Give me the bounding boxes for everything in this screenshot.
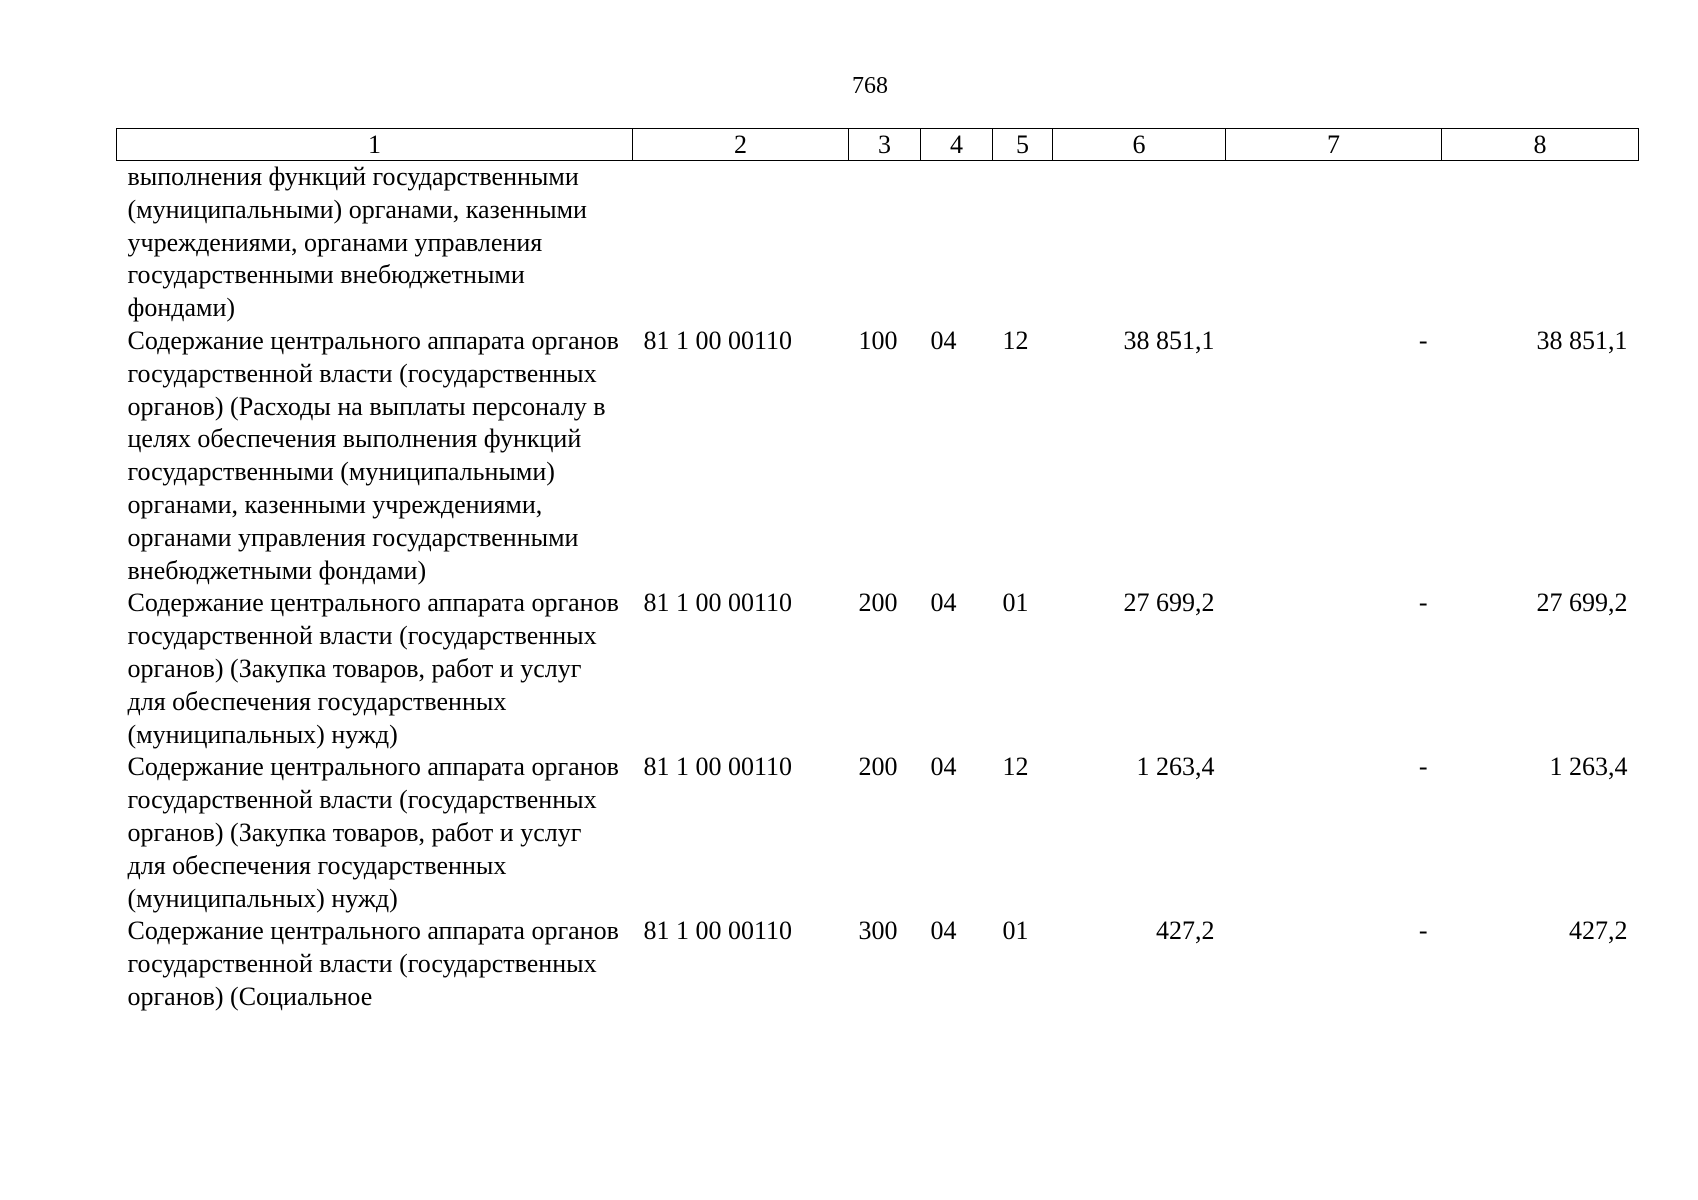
row-amount: 1 263,4	[1136, 752, 1215, 782]
column-header: 1	[117, 129, 633, 161]
row-type	[849, 161, 921, 325]
row-total: 27 699,2	[1536, 588, 1628, 618]
header-row	[117, 129, 1639, 161]
row-description: Содержание центрального аппарата органов государственной власти (государственных органов) (Закупка товаров, работ и услуг для обеспечения государственных (муниципальных) нужд)	[127, 588, 619, 749]
column-header: 4	[921, 129, 993, 161]
table-row	[117, 915, 1639, 1013]
row-code: 81 1 00 00110	[643, 588, 793, 618]
row-description: Содержание центрального аппарата органов государственной власти (государственных органов) (Закупка товаров, работ и услуг для обеспечения государственных (муниципальных) нужд)	[127, 752, 619, 913]
column-header: 5	[993, 129, 1053, 161]
row-amount: 27 699,2	[1123, 588, 1215, 618]
row-subsection: 12	[1002, 752, 1029, 782]
row-total: 1 263,4	[1549, 752, 1628, 782]
row-code: 81 1 00 00110	[643, 752, 793, 782]
row-subsection: 01	[1002, 588, 1029, 618]
row-amount: 427,2	[1156, 916, 1215, 946]
row-total: 38 851,1	[1536, 325, 1628, 355]
row-amount	[1053, 161, 1226, 325]
row-code: 81 1 00 00110	[643, 325, 793, 355]
row-section: 04	[930, 325, 957, 355]
row-section	[921, 161, 993, 325]
row-section: 04	[930, 588, 957, 618]
column-header: 2	[633, 129, 849, 161]
row-type: 300	[858, 916, 898, 946]
row-change: -	[1418, 916, 1428, 946]
budget-table	[116, 128, 1639, 1014]
table-row	[117, 751, 1639, 915]
row-section: 04	[930, 916, 957, 946]
row-type: 200	[858, 752, 898, 782]
row-amount: 38 851,1	[1123, 325, 1215, 355]
column-header: 6	[1053, 129, 1226, 161]
table-row	[117, 587, 1639, 751]
column-header: 7	[1226, 129, 1442, 161]
row-change: -	[1418, 325, 1428, 355]
row-code: 81 1 00 00110	[643, 916, 793, 946]
row-total	[1442, 161, 1639, 325]
table-row	[117, 325, 1639, 587]
row-description: Содержание центрального аппарата органов государственной власти (государственных органов) (Социальное	[127, 916, 619, 1011]
row-description: Содержание центрального аппарата органов государственной власти (государственных органов) (Расходы на выплаты персоналу в целях обеспечения выполнения функций государственными (муниципальными) органами, казенными учреждениями, органами управления государственными внебюджетными фондами)	[127, 325, 619, 585]
row-change: -	[1418, 588, 1428, 618]
row-section: 04	[930, 752, 957, 782]
row-type: 100	[858, 325, 898, 355]
page-number: 768	[852, 73, 888, 99]
row-change: -	[1418, 752, 1428, 782]
row-change	[1226, 161, 1442, 325]
row-subsection: 12	[1002, 325, 1029, 355]
row-total: 427,2	[1569, 916, 1628, 946]
column-header: 8	[1442, 129, 1639, 161]
row-subsection	[993, 161, 1053, 325]
row-description: выполнения функций государственными (муниципальными) органами, казенными учреждениями, органами управления государственными внебюджетными фондами)	[127, 162, 587, 323]
row-type: 200	[858, 588, 898, 618]
row-subsection: 01	[1002, 916, 1029, 946]
column-header: 3	[849, 129, 921, 161]
table-row	[117, 161, 1639, 325]
row-code	[633, 161, 849, 325]
